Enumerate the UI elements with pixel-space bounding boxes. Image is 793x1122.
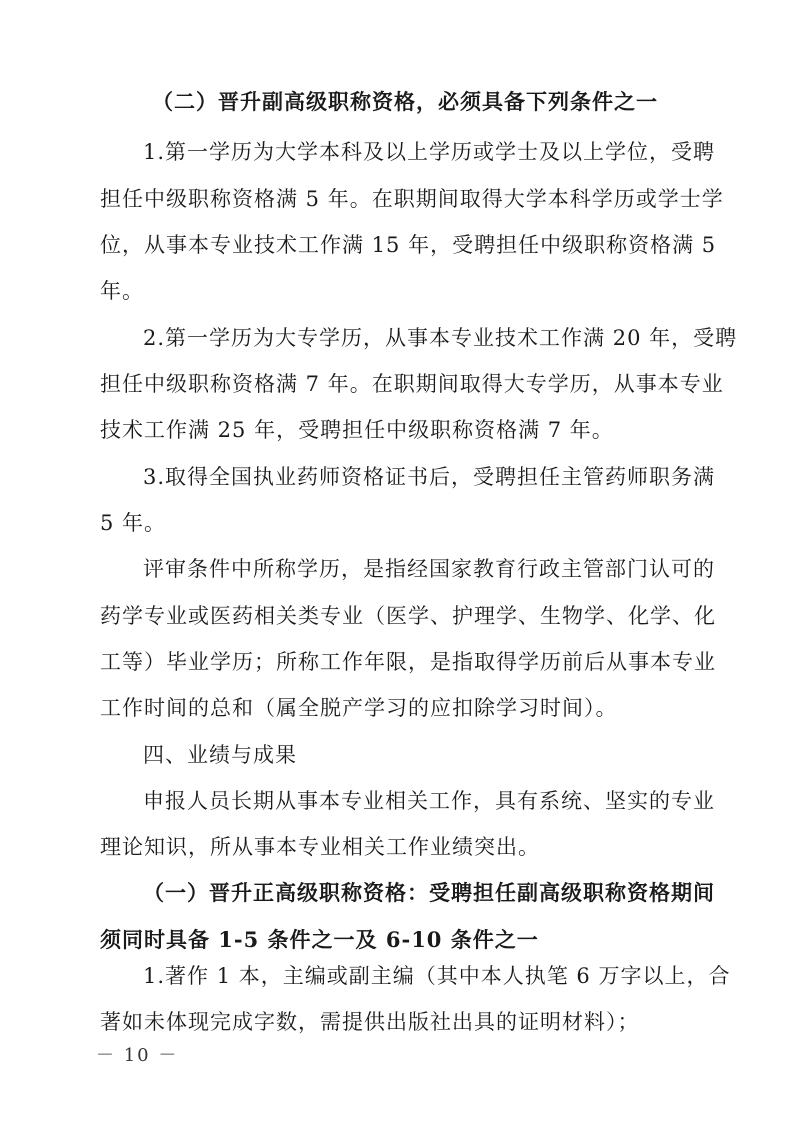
section-heading-achievements: 四、业绩与成果 bbox=[143, 743, 297, 767]
section-heading-senior-full: （一）晋升正高级职称资格：受聘担任副高级职称资格期间 bbox=[143, 880, 715, 905]
paragraph-line: 申报人员长期从事本专业相关工作，具有系统、坚实的专业 bbox=[143, 789, 715, 813]
paragraph-line: 担任中级职称资格满 7 年。在职期间取得大专学历，从事本专业 bbox=[100, 372, 724, 396]
section-heading-senior-deputy: （二）晋升副高级职称资格，必须具备下列条件之一 bbox=[152, 89, 658, 114]
paragraph-line: 工作时间的总和（属全脱产学习的应扣除学习时间）。 bbox=[100, 696, 618, 720]
paragraph-line: 著如未体现完成字数，需提供出版社出具的证明材料）； bbox=[100, 1010, 640, 1034]
section-heading-senior-full-cont: 须同时具备 1-5 条件之一及 6-10 条件之一 bbox=[100, 927, 539, 952]
paragraph-line: 工等）毕业学历；所称工作年限，是指取得学历前后从事本专业 bbox=[100, 650, 716, 674]
paragraph-line: 5 年。 bbox=[100, 511, 167, 535]
page-number: － 10 － bbox=[96, 1045, 179, 1066]
paragraph-line: 1.第一学历为大学本科及以上学历或学士及以上学位，受聘 bbox=[143, 140, 716, 164]
paragraph-line: 年。 bbox=[100, 279, 144, 303]
paragraph-line: 理论知识，所从事本专业相关工作业绩突出。 bbox=[100, 835, 540, 859]
paragraph-line: 评审条件中所称学历，是指经国家教育行政主管部门认可的 bbox=[143, 557, 715, 581]
paragraph-line: 2.第一学历为大专学历，从事本专业技术工作满 20 年，受聘 bbox=[143, 326, 738, 350]
paragraph-line: 技术工作满 25 年，受聘担任中级职称资格满 7 年。 bbox=[100, 418, 614, 442]
paragraph-line: 药学专业或医药相关类专业（医学、护理学、生物学、化学、化 bbox=[100, 604, 716, 628]
paragraph-line: 1.著作 1 本，主编或副主编（其中本人执笔 6 万字以上，合 bbox=[143, 964, 731, 988]
paragraph-line: 3.取得全国执业药师资格证书后，受聘担任主管药师职务满 bbox=[143, 465, 716, 489]
paragraph-line: 位，从事本专业技术工作满 15 年，受聘担任中级职称资格满 5 bbox=[100, 233, 717, 257]
paragraph-line: 担任中级职称资格满 5 年。在职期间取得大学本科学历或学士学 bbox=[100, 187, 724, 211]
